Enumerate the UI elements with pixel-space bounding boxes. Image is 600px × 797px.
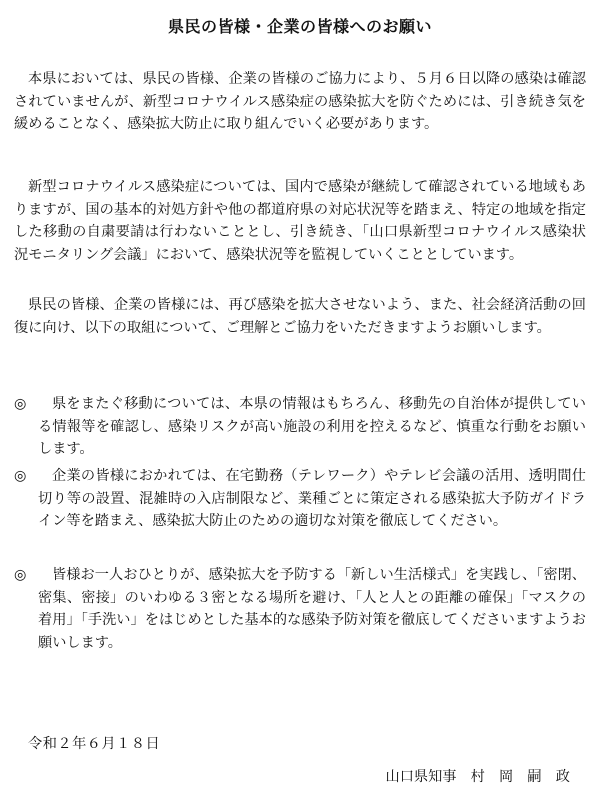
paragraph-1: 本県においては、県民の皆様、企業の皆様のご協力により、５月６日以降の感染は確認されていませんが、新型コロナウイルス感染症の感染拡大を防ぐためには、引き続き気を緩めることなく、感染拡大防止に取り組んでいく必要があります。	[14, 71, 586, 132]
issue-date: 令和２年６月１８日	[28, 736, 161, 752]
page-title: 県民の皆様・企業の皆様へのお願い	[167, 17, 432, 36]
signature: 山口県知事 村 岡 嗣 政	[385, 769, 570, 785]
request-item-text: 企業の皆様におかれては、在宅勤務（テレワーク）やテレビ会議の活用、透明間仕切り等の設置、混雑時の入店制限など、業種ごとに策定される感染拡大予防ガイドライン等を踏まえ、感染拡大防止のための適切な対策を徹底してください。	[38, 468, 586, 529]
request-item-3	[14, 564, 586, 654]
request-item-text: 皆様お一人おひとりが、感染拡大を予防する「新しい生活様式」を実践し、「密閉、密集、密接」のいわゆる３密となる場所を避け、「人と人との距離の確保」「マスクの着用」「手洗い」をはじめとした基本的な感染予防対策を徹底してくださいますようお願いします。	[38, 567, 586, 651]
double-circle-icon: ◎	[14, 396, 27, 412]
paragraph-2: 新型コロナウイルス感染症については、国内で感染が継続して確認されている地域もありますが、国の基本的対処方針や他の都道府県の対応状況等を踏まえ、特定の地域を指定した移動の自粛要請は行わないこととし、引き続き、「山口県新型コロナウイルス感染状況モニタリング会議」において、感染状況等を監視していくこととしています。	[14, 179, 586, 263]
double-circle-icon: ◎	[14, 567, 27, 583]
double-circle-icon: ◎	[14, 468, 27, 484]
request-item-2	[14, 465, 586, 533]
request-item-text: 県をまたぐ移動については、本県の情報はもちろん、移動先の自治体が提供している情報等を確認し、感染リスクが高い施設の利用を控えるなど、慎重な行動をお願いします。	[38, 396, 586, 457]
request-item-1	[14, 393, 586, 461]
paragraph-3: 県民の皆様、企業の皆様には、再び感染を拡大させないよう、また、社会経済活動の回復に向け、以下の取組について、ご理解とご協力をいただきますようお願いします。	[14, 297, 586, 336]
